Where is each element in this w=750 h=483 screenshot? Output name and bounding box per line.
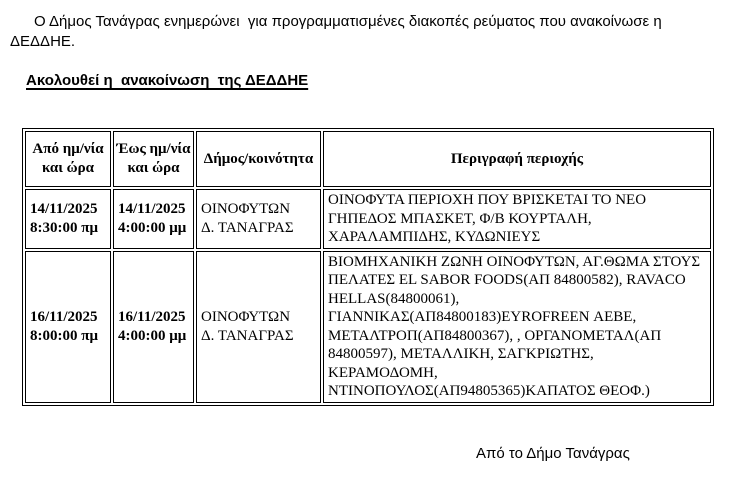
to-date: 14/11/2025 [118, 201, 186, 218]
municipality-subname: Δ. ΤΑΝΑΓΡΑΣ [201, 219, 294, 236]
municipality-name: ΟΙΝΟΦΥΤΩΝ [201, 309, 291, 325]
to-time: 4:00:00 μμ [118, 327, 187, 344]
cell-area-description: ΒΙΟΜΗΧΑΝΙΚΗ ΖΩΝΗ ΟΙΝΟΦΥΤΩΝ, ΑΓ.ΘΩΜΑ ΣΤΟΥΣ ΠΕΛΑΤΕΣ EL SABOR FOODS(ΑΠ 84800582), RAVACO HELLAS(84800061), ΓΙΑΝΝΙΚΑΣ(ΑΠ84800183)EYROFREEN ΑΕΒΕ, ΜΕΤΑΛΤΡΟΠ(ΑΠ84800367), , ΟΡΓΑΝΟΜΕΤΑΛ(ΑΠ 84800597), ΜΕΤΑΛΛΙΚΗ, ΣΑΓΚΡΙΩΤΗΣ, ΚΕΡΑΜΟΔΟΜΗ, ΝΤΙΝΟΠΟΥΛΟΣ(ΑΠ94805365)ΚΑΠΑΤΟΣ ΘΕΟΦ.) [323, 251, 711, 403]
cell-from-datetime [25, 251, 111, 403]
municipality-name: ΟΙΝΟΦΥΤΩΝ [201, 201, 291, 218]
to-time: 4:00:00 μμ [118, 219, 187, 236]
table-row [25, 251, 711, 403]
from-date: 16/11/2025 [30, 309, 98, 325]
from-time: 8:00:00 πμ [30, 327, 98, 344]
from-time: 8:30:00 πμ [30, 219, 98, 236]
table-row [25, 189, 711, 249]
to-date: 16/11/2025 [118, 309, 186, 325]
header-municipality: Δήμος/κοινότητα [196, 131, 321, 187]
outage-schedule-table [22, 128, 714, 406]
cell-to-datetime [113, 189, 194, 249]
from-date: 14/11/2025 [30, 201, 98, 218]
municipality-subname: Δ. ΤΑΝΑΓΡΑΣ [201, 327, 294, 344]
cell-from-datetime [25, 189, 111, 249]
cell-municipality [196, 189, 321, 249]
cell-to-datetime [113, 251, 194, 403]
cell-area-description: ΟΙΝΟΦΥΤΑ ΠΕΡΙΟΧΗ ΠΟΥ ΒΡΙΣΚΕΤΑΙ ΤΟ ΝΕΟ ΓΗΠΕΔΟΣ ΜΠΑΣΚΕΤ, Φ/Β ΚΟΥΡΤΑΛΗ, ΧΑΡΑΛΑΜΠΙΔΗΣ, ΚΥΔΩΝΙΕΥΣ [323, 189, 711, 249]
header-area-description: Περιγραφή περιοχής [323, 131, 711, 187]
cell-municipality [196, 251, 321, 403]
header-from-datetime: Από ημ/νία και ώρα [25, 131, 111, 187]
header-to-datetime: Έως ημ/νία και ώρα [113, 131, 194, 187]
intro-paragraph: Ο Δήμος Τανάγρας ενημερώνει για προγραμματισμένες διακοπές ρεύματος που ανακοίνωσε η ΔΕΔΔΗΕ. [10, 13, 665, 50]
footer-signature: Από το Δήμο Τανάγρας [476, 444, 630, 462]
table-header-row [25, 131, 711, 187]
announcement-heading: Ακολουθεί η ανακοίνωση της ΔΕΔΔΗΕ [26, 72, 309, 89]
